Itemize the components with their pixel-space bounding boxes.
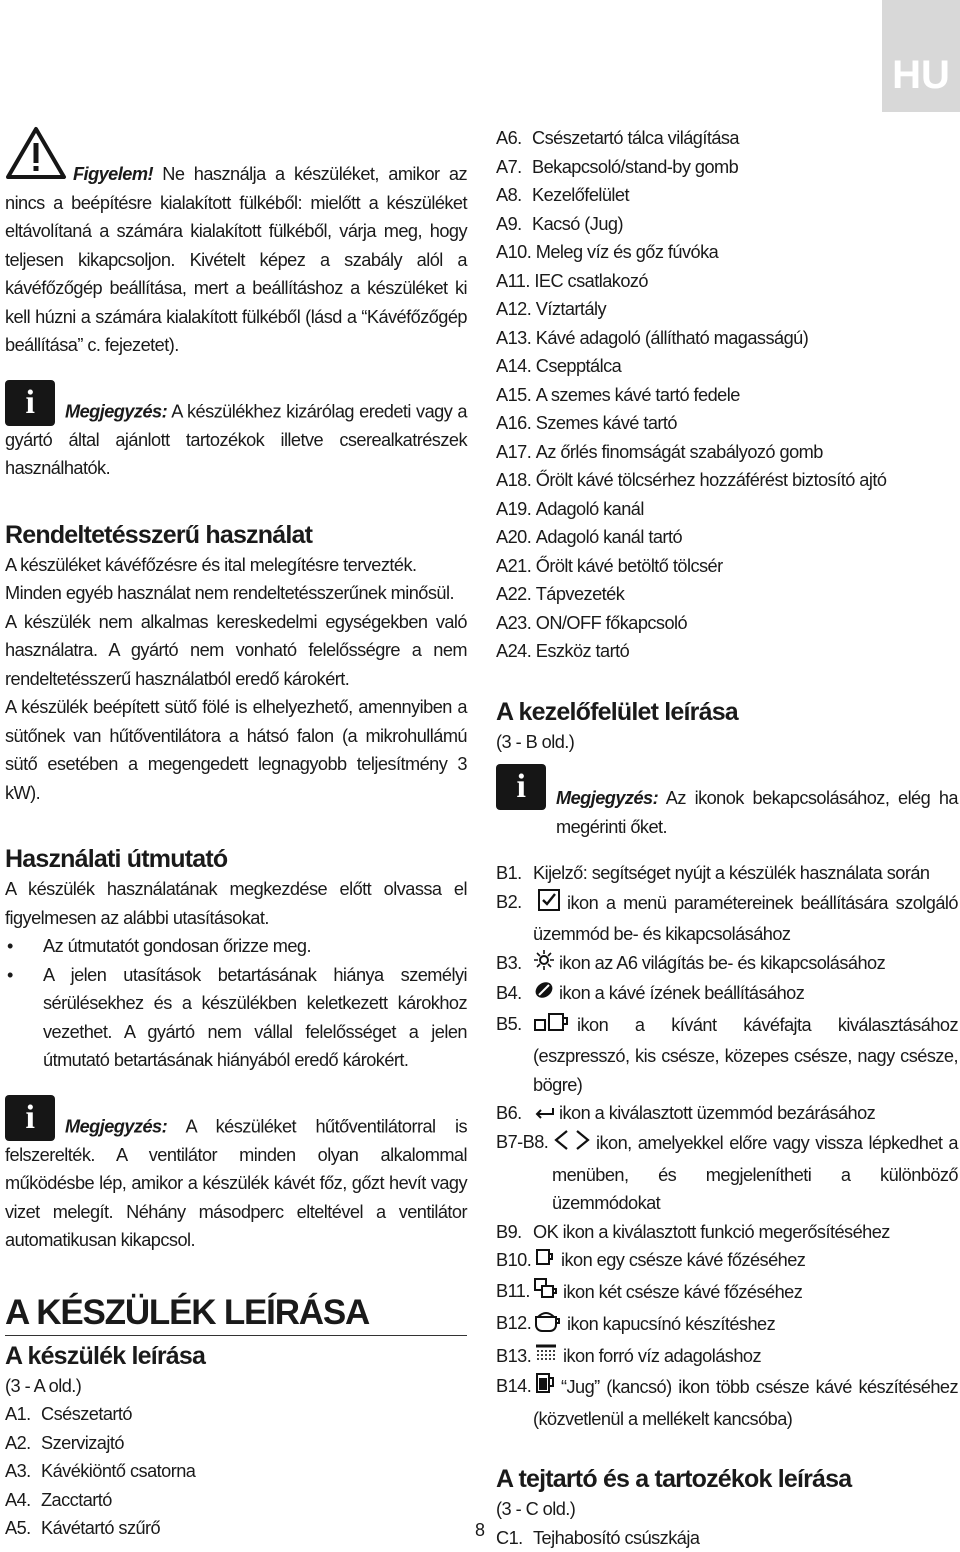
one-cup-icon xyxy=(533,1246,557,1277)
intended-use-p3: A készülék nem alkalmas kereskedelmi egységekben való használatra. A gyártó nem vonható felelősségre a nem rendeltetésszerű használatból eredő károkért. xyxy=(5,611,467,689)
list-item: A6. Csészetartó tálca világítása xyxy=(496,128,739,148)
list-item: B2. ikon a menü paramétereinek beállítására szolgáló üzemmód be- és kikapcsolásához xyxy=(496,888,958,949)
warning-text: Ne használja a készüléket, amikor az nincs a beépítésre kialakított fülkéből: mielőtt a készüléket eltávolítaná a számára kialakított fülkéből, várja meg, hogy teljesen kikapcsoljon. Kivételt képez a szabály alól a kávéfőzőgép beállítása, mert a beállításhoz a készüléket ki kell húzni a számára kialakított fülkéből (lásd a “Kávéfőzőgép beállítása” c. fejezetet). xyxy=(5,164,467,355)
list-item: A10. Meleg víz és gőz fúvóka xyxy=(496,242,719,262)
panel-ref: (3 - B old.) xyxy=(496,731,575,752)
info-icon: i xyxy=(496,764,546,810)
back-arrow-icon xyxy=(533,1100,555,1129)
list-item: A4. Zacctartó xyxy=(5,1489,112,1510)
list-item: A18. Őrölt kávé tölcsérhez hozzáférést biztosító ajtó xyxy=(496,470,887,490)
list-item: • Az útmutatót gondosan őrizze meg. xyxy=(7,936,311,956)
section-title-control-panel: A kezelőfelület leírása xyxy=(496,697,738,726)
list-item: B4. ikon a kávé ízének beállításához xyxy=(496,979,958,1010)
list-item: B6. ikon a kiválasztott üzemmód bezárásához xyxy=(496,1099,958,1128)
note-label: Megjegyzés: xyxy=(65,401,168,421)
list-item: A2. Szervizajtó xyxy=(5,1432,124,1453)
list-item: A24. Eszköz tartó xyxy=(496,641,630,661)
language-tab: HU xyxy=(882,0,960,112)
panel-items-list xyxy=(496,859,958,1433)
chevron-left-icon xyxy=(552,1128,570,1161)
list-item: A20. Adagoló kanál tartó xyxy=(496,527,683,547)
info-icon: i xyxy=(5,1095,55,1141)
list-item: A17. Az őrlés finomságát szabályozó gomb xyxy=(496,441,823,462)
list-item: C1. Tejhabosító csúszkája xyxy=(496,1527,700,1548)
panel-note xyxy=(496,764,958,841)
list-item: A3. Kávékiöntő csatorna xyxy=(5,1461,196,1481)
list-item: A22. Tápvezeték xyxy=(496,584,625,604)
list-item: B7-B8. ikon, amelyekkel előre vagy vissza lépkedhet a menüben, és megjelenítheti a különböző üzemmódokat xyxy=(496,1128,958,1218)
milk-ref: (3 - C old.) xyxy=(496,1499,576,1520)
jug-icon xyxy=(533,1372,557,1405)
warning-triangle-icon xyxy=(5,126,67,189)
list-item: B12. ikon kapucsínó készítéshez xyxy=(496,1309,958,1342)
coffee-type-icon xyxy=(533,1010,573,1043)
intended-use-p4: A készülék beépített sütő fölé is elhelyezhető, amennyiben a sütőnek van hűtőventilátora a hátsó falon (a mikrohullámú sütő esetében a megengedett legnagyobb teljesítmény 3 kW). xyxy=(5,697,467,803)
instructions-intro: A készülék használatának megkezdése előtt olvassa el figyelmesen az alábbi utasításokat. xyxy=(5,879,467,928)
list-item: A21. Őrölt kávé betöltő tölcsér xyxy=(496,555,723,576)
info-icon: i xyxy=(5,380,55,426)
chevron-right-icon xyxy=(574,1128,592,1161)
list-item: B3. ikon az A6 világítás be- és kikapcsolásához xyxy=(496,949,958,980)
list-item: A8. Kezelőfelület xyxy=(496,185,629,205)
section-title-instructions: Használati útmutató xyxy=(5,845,228,873)
two-cups-icon xyxy=(533,1277,559,1310)
list-item: B14. “Jug” (kancsó) ikon több csésze kávé készítéséhez (közvetlenül a mellékelt kancsóba) xyxy=(496,1372,958,1433)
list-item: B10. ikon egy csésze kávé főzéséhez xyxy=(496,1246,958,1277)
section-title-intended-use: Rendeltetésszerű használat xyxy=(5,520,313,549)
device-parts-list-continued xyxy=(496,124,958,666)
list-item: B11. ikon két csésze kávé főzéséhez xyxy=(496,1277,958,1310)
list-item: A16. Szemes kávé tartó xyxy=(496,413,677,433)
note-label: Megjegyzés: xyxy=(556,788,659,808)
intended-use-p2: Minden egyéb használat nem rendeltetésszerűnek minősül. xyxy=(5,583,454,603)
list-item: B13. ikon forró víz adagoláshoz xyxy=(496,1342,958,1373)
note-text: Az ikonok bekapcsolásához, elég ha megérinti őket. xyxy=(556,788,958,837)
note-paragraph-2 xyxy=(5,1095,467,1255)
note-text: A készülékhez kizárólag eredeti vagy a gyártó által ajánlott tartozékok illetve cserealkatrészek használhatók. xyxy=(5,401,467,478)
note-paragraph-1 xyxy=(5,380,467,483)
device-ref: (3 - A old.) xyxy=(5,1375,82,1396)
list-item: A23. ON/OFF főkapcsoló xyxy=(496,612,688,633)
list-item: A7. Bekapcsoló/stand-by gomb xyxy=(496,156,739,177)
list-item: B9. OK ikon a kiválasztott funkció megerősítéséhez xyxy=(496,1221,890,1242)
list-item: A1. Csészetartó xyxy=(5,1404,132,1424)
page-number: 8 xyxy=(474,1520,485,1540)
list-item: A5. Kávétartó szűrő xyxy=(5,1518,161,1538)
list-item: A12. Víztartály xyxy=(496,299,607,319)
note-text: A készüléket hűtőventilátorral is felszerelték. A ventilátor minden olyan alkalommal működésbe lép, amikor a készülék kávét főz, gőzt hevít vagy vizet melegít. Néhány másodperc elteltével a ventilátor automatikusan kikapcsol. xyxy=(5,1116,467,1250)
list-item: A13. Kávé adagoló (állítható magasságú) xyxy=(496,327,809,348)
section-title-device: A készülék leírása xyxy=(5,1341,206,1370)
list-item: A11. IEC csatlakozó xyxy=(496,270,648,291)
coffee-bean-icon xyxy=(533,979,555,1010)
list-item: B5. ikon a kívánt kávéfajta kiválasztásához (eszpresszó, kis csésze, közepes csésze, nagy csésze, bögre) xyxy=(496,1010,958,1100)
list-item: A9. Kacsó (Jug) xyxy=(496,213,623,234)
left-column xyxy=(5,126,467,1543)
chapter-title: A KÉSZÜLÉK LEÍRÁSA xyxy=(5,1293,467,1336)
list-item: A19. Adagoló kanál xyxy=(496,498,644,519)
menu-checklist-icon xyxy=(533,888,563,921)
intended-use-p1: A készüléket kávéfőzésre és ital melegítésre tervezték. xyxy=(5,554,417,575)
list-item: A15. A szemes kávé tartó fedele xyxy=(496,384,740,405)
cappuccino-icon xyxy=(533,1309,563,1342)
light-icon xyxy=(533,949,555,980)
list-item: • A jelen utasítások betartásának hiánya személyi sérülésekhez és a készülékben keletkezett károkhoz vezethet. A gyártó nem vállal felelősséget a jelen útmutató betartásának hiányából eredő károkért. xyxy=(7,964,467,1070)
device-parts-list xyxy=(5,1400,467,1543)
warning-label: Figyelem! xyxy=(73,164,153,184)
warning-paragraph xyxy=(5,126,467,360)
list-item: B1. Kijelző: segítséget nyújt a készülék használata során xyxy=(496,863,930,883)
note-label: Megjegyzés: xyxy=(65,1116,168,1136)
right-column xyxy=(496,124,958,1552)
section-title-milk: A tejtartó és a tartozékok leírása xyxy=(496,1465,852,1494)
list-item: A14. Csepptálca xyxy=(496,356,622,376)
hot-water-icon xyxy=(533,1342,559,1373)
instructions-bullets xyxy=(5,932,467,1075)
